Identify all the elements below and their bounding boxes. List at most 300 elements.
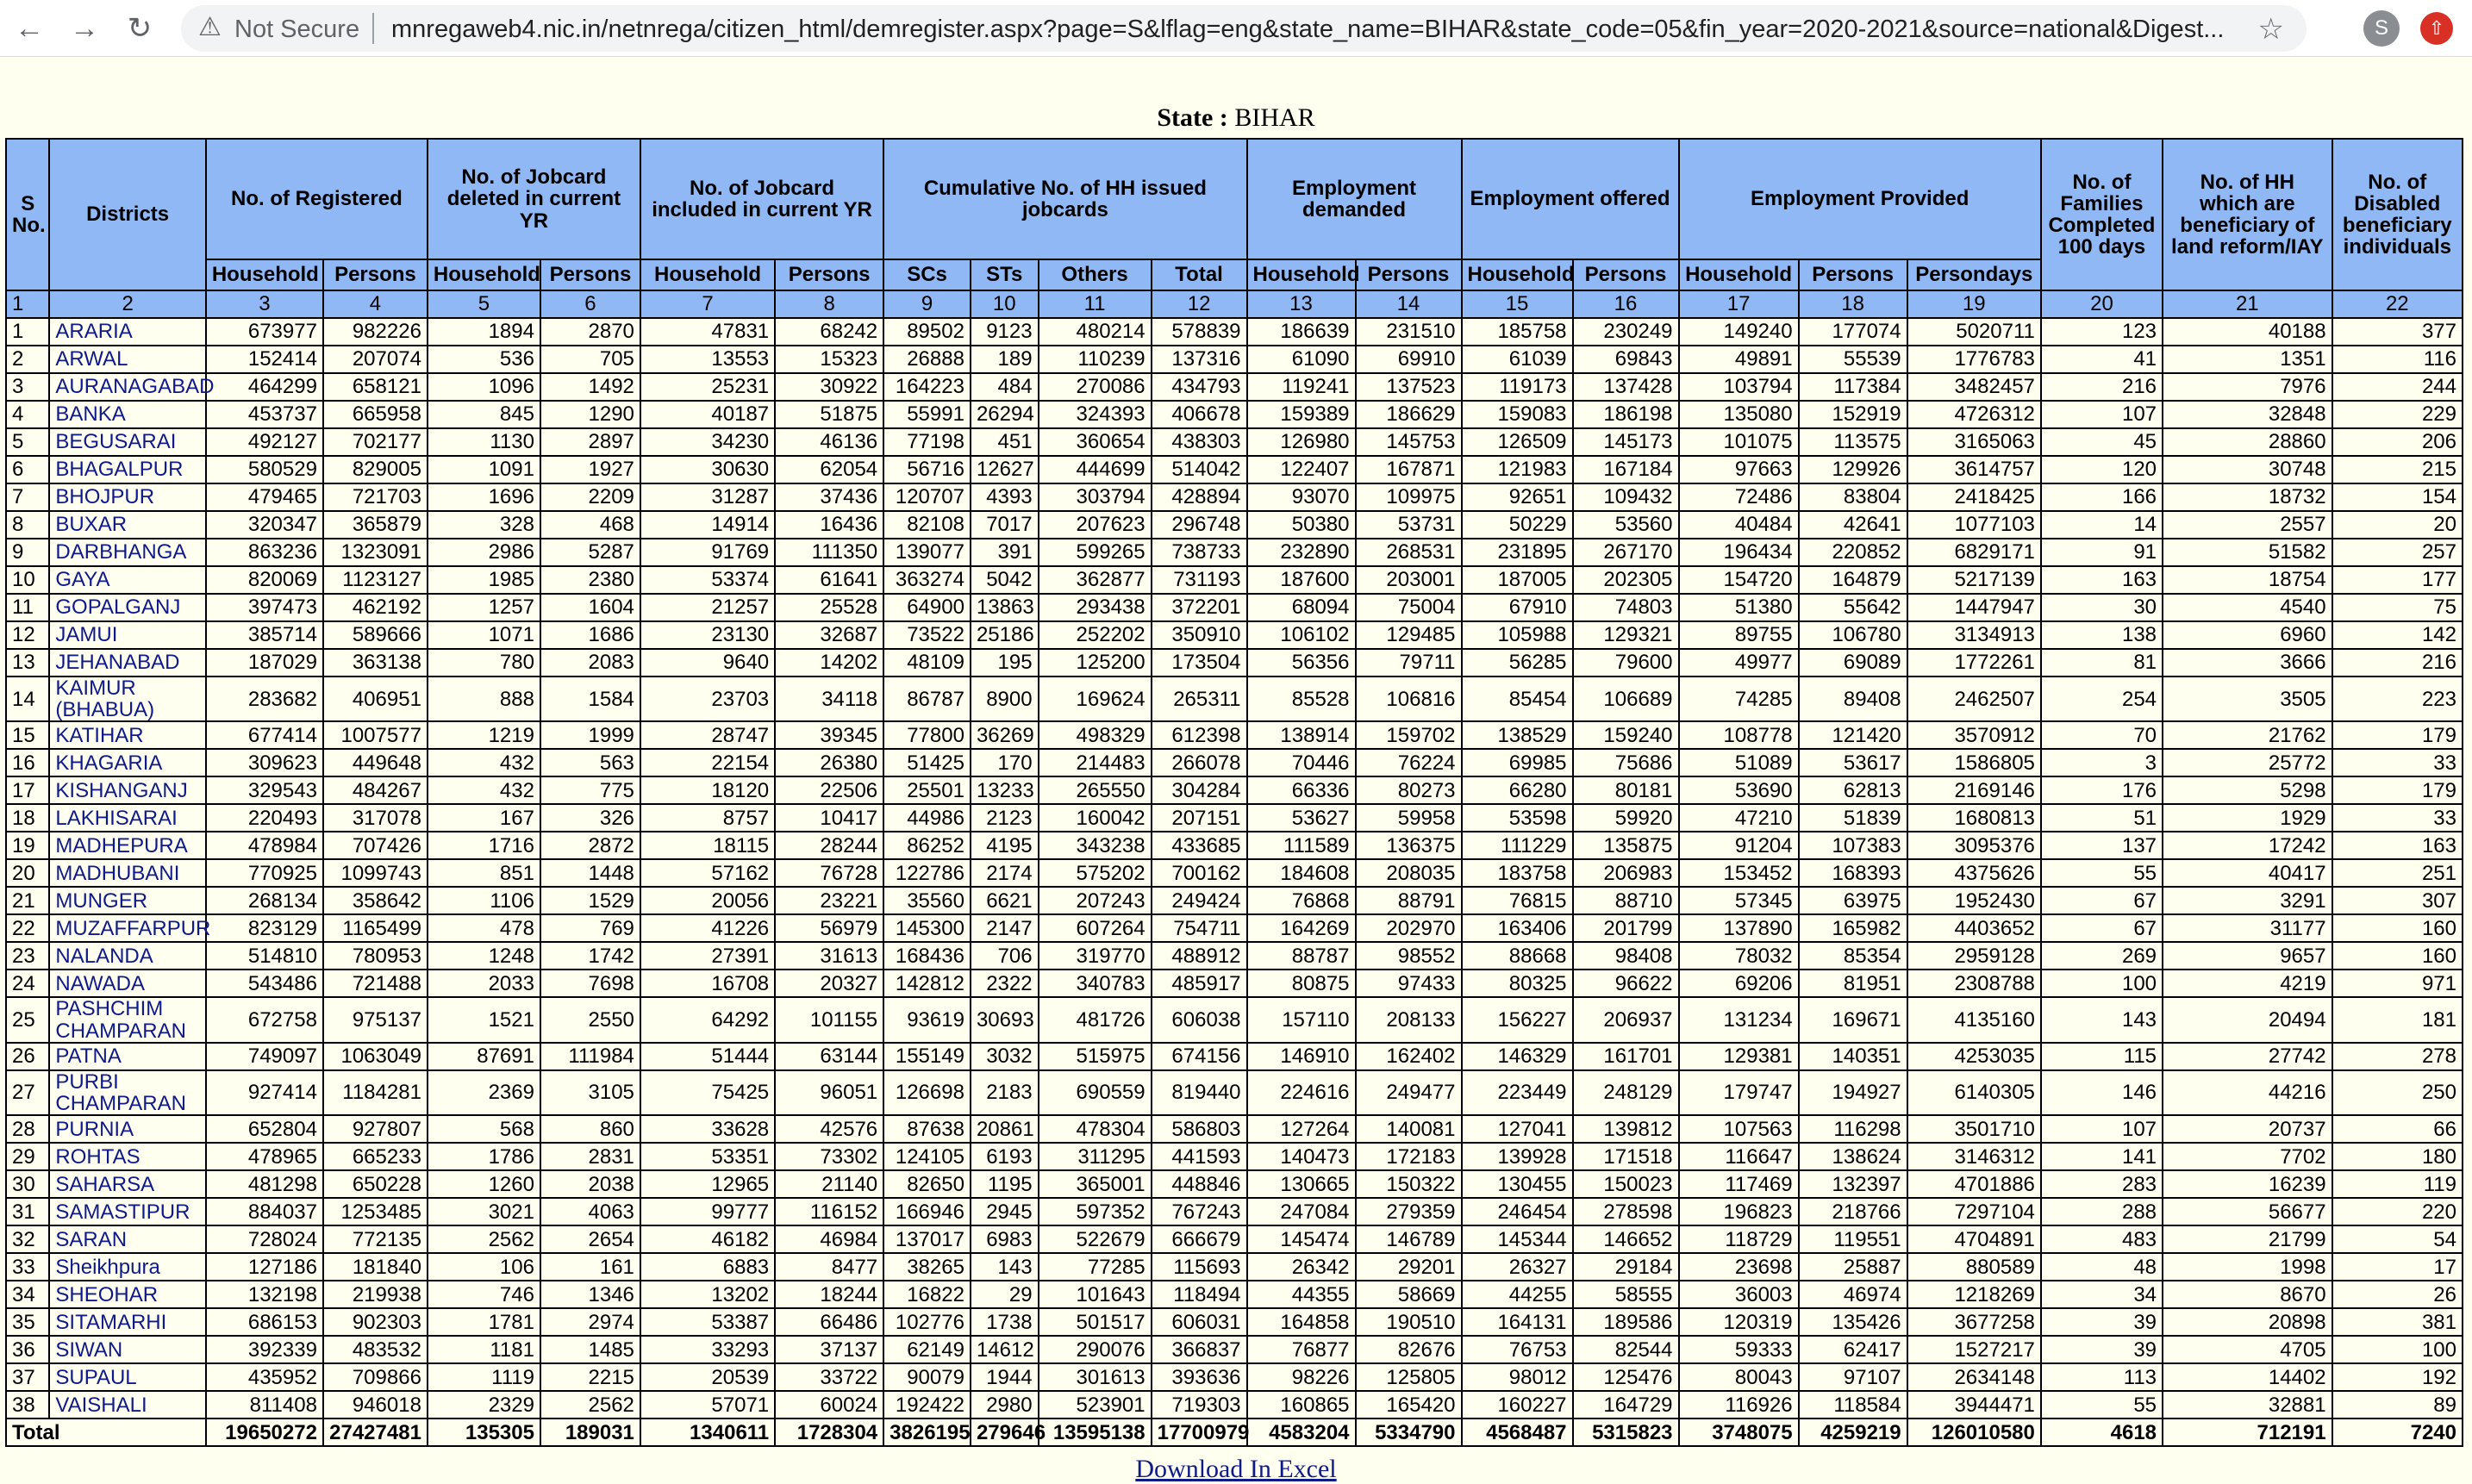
district-link[interactable]: Sheikhpura — [49, 1253, 205, 1281]
table-row — [6, 566, 2463, 594]
value-cell: 1521 — [428, 997, 540, 1042]
subheader-household: Household — [428, 259, 540, 290]
district-link[interactable]: JAMUI — [49, 621, 205, 649]
value-cell: 80181 — [1573, 776, 1679, 804]
value-cell: 268134 — [206, 887, 323, 914]
value-cell: 164858 — [1247, 1308, 1356, 1336]
security-label: Not Secure — [234, 16, 360, 43]
value-cell: 208035 — [1356, 859, 1462, 887]
star-icon[interactable]: ☆ — [2257, 13, 2284, 46]
total-value-cell: 17700979 — [1152, 1419, 1247, 1446]
value-cell: 2322 — [971, 970, 1039, 997]
district-link[interactable]: SIWAN — [49, 1336, 205, 1363]
value-cell: 62813 — [1799, 776, 1907, 804]
value-cell: 1485 — [540, 1336, 640, 1363]
value-cell: 67 — [2041, 914, 2163, 942]
value-cell: 164223 — [883, 373, 971, 401]
value-cell: 1894 — [428, 318, 540, 346]
value-cell: 4195 — [971, 832, 1039, 859]
value-cell: 4704891 — [1907, 1225, 2041, 1253]
value-cell: 146652 — [1573, 1225, 1679, 1253]
district-link[interactable]: MUZAFFARPUR — [49, 914, 205, 942]
value-cell: 53617 — [1799, 749, 1907, 776]
serial-number-cell: 13 — [6, 649, 49, 677]
subheader-persons: Persons — [775, 259, 883, 290]
value-cell: 70 — [2041, 721, 2163, 749]
value-cell: 21762 — [2163, 721, 2332, 749]
reload-icon[interactable]: ↻ — [127, 12, 153, 45]
value-cell: 767243 — [1152, 1198, 1247, 1225]
serial-number-cell: 35 — [6, 1308, 49, 1336]
value-cell: 18754 — [2163, 566, 2332, 594]
value-cell: 32848 — [2163, 401, 2332, 428]
value-cell: 180 — [2332, 1143, 2463, 1170]
serial-number-cell: 8 — [6, 511, 49, 539]
value-cell: 1929 — [2163, 804, 2332, 832]
value-cell: 68242 — [775, 318, 883, 346]
serial-number-cell: 25 — [6, 997, 49, 1042]
value-cell: 37436 — [775, 483, 883, 511]
district-link[interactable]: PURBI CHAMPARAN — [49, 1070, 205, 1115]
value-cell: 59958 — [1356, 804, 1462, 832]
district-link[interactable]: KISHANGANJ — [49, 776, 205, 804]
value-cell: 118494 — [1152, 1281, 1247, 1308]
value-cell: 161701 — [1573, 1043, 1679, 1070]
value-cell: 21257 — [640, 594, 775, 621]
value-cell: 578839 — [1152, 318, 1247, 346]
district-link[interactable]: SITAMARHI — [49, 1308, 205, 1336]
value-cell: 28244 — [775, 832, 883, 859]
district-link[interactable]: LAKHISARAI — [49, 804, 205, 832]
download-excel-link[interactable]: Download In Excel — [1135, 1455, 1337, 1483]
value-cell: 2380 — [540, 566, 640, 594]
value-cell: 1184281 — [323, 1070, 428, 1115]
value-cell: 140081 — [1356, 1115, 1462, 1143]
value-cell: 119173 — [1462, 373, 1573, 401]
value-cell: 8757 — [640, 804, 775, 832]
value-cell: 44986 — [883, 804, 971, 832]
value-cell: 393636 — [1152, 1363, 1247, 1391]
district-link[interactable]: BHAGALPUR — [49, 456, 205, 483]
value-cell: 1063049 — [323, 1043, 428, 1070]
district-link[interactable]: KAIMUR (BHABUA) — [49, 677, 205, 721]
value-cell: 293438 — [1039, 594, 1152, 621]
value-cell: 246454 — [1462, 1198, 1573, 1225]
table-row — [6, 373, 2463, 401]
value-cell: 1346 — [540, 1281, 640, 1308]
value-cell: 59920 — [1573, 804, 1679, 832]
district-link[interactable]: KATIHAR — [49, 721, 205, 749]
value-cell: 195 — [971, 649, 1039, 677]
value-cell: 392339 — [206, 1336, 323, 1363]
subheader-household: Household — [206, 259, 323, 290]
update-icon[interactable]: ⇧ — [2420, 12, 2453, 45]
value-cell: 206983 — [1573, 859, 1679, 887]
value-cell: 706 — [971, 942, 1039, 970]
table-row — [6, 1308, 2463, 1336]
value-cell: 224616 — [1247, 1070, 1356, 1115]
header-land-reform: No. of HH which are beneficiary of land reform/IAY — [2163, 139, 2332, 290]
value-cell: 6829171 — [1907, 539, 2041, 566]
value-cell: 749097 — [206, 1043, 323, 1070]
district-link[interactable]: GOPALGANJ — [49, 594, 205, 621]
value-cell: 2562 — [428, 1225, 540, 1253]
district-link[interactable]: PURNIA — [49, 1115, 205, 1143]
value-cell: 247084 — [1247, 1198, 1356, 1225]
district-link[interactable]: DARBHANGA — [49, 539, 205, 566]
value-cell: 283682 — [206, 677, 323, 721]
value-cell: 22154 — [640, 749, 775, 776]
column-number-cell: 6 — [540, 290, 640, 318]
value-cell: 568 — [428, 1115, 540, 1143]
value-cell: 137 — [2041, 832, 2163, 859]
district-link[interactable]: ROHTAS — [49, 1143, 205, 1170]
value-cell: 606038 — [1152, 997, 1247, 1042]
district-link[interactable]: MADHEPURA — [49, 832, 205, 859]
value-cell: 34230 — [640, 428, 775, 456]
value-cell: 1130 — [428, 428, 540, 456]
district-link[interactable]: SHEOHAR — [49, 1281, 205, 1308]
total-value-cell: 19650272 — [206, 1419, 323, 1446]
value-cell: 154 — [2332, 483, 2463, 511]
total-value-cell: 189031 — [540, 1419, 640, 1446]
value-cell: 120707 — [883, 483, 971, 511]
value-cell: 80325 — [1462, 970, 1573, 997]
value-cell: 365001 — [1039, 1170, 1152, 1198]
value-cell: 686153 — [206, 1308, 323, 1336]
value-cell: 119551 — [1799, 1225, 1907, 1253]
value-cell: 301613 — [1039, 1363, 1152, 1391]
value-cell: 27391 — [640, 942, 775, 970]
table-row — [6, 1391, 2463, 1419]
value-cell: 194927 — [1799, 1070, 1907, 1115]
value-cell: 1290 — [540, 401, 640, 428]
value-cell: 26294 — [971, 401, 1039, 428]
subheader-persondays: Persondays — [1907, 259, 2041, 290]
value-cell: 350910 — [1152, 621, 1247, 649]
value-cell: 218766 — [1799, 1198, 1907, 1225]
value-cell: 8670 — [2163, 1281, 2332, 1308]
value-cell: 107 — [2041, 1115, 2163, 1143]
value-cell: 35560 — [883, 887, 971, 914]
value-cell: 51875 — [775, 401, 883, 428]
value-cell: 123 — [2041, 318, 2163, 346]
district-link[interactable]: GAYA — [49, 566, 205, 594]
value-cell: 1260 — [428, 1170, 540, 1198]
serial-number-cell: 38 — [6, 1391, 49, 1419]
value-cell: 47831 — [640, 318, 775, 346]
value-cell: 3501710 — [1907, 1115, 2041, 1143]
value-cell: 2462507 — [1907, 677, 2041, 721]
value-cell: 89 — [2332, 1391, 2463, 1419]
value-cell: 98552 — [1356, 942, 1462, 970]
value-cell: 101155 — [775, 997, 883, 1042]
value-cell: 3134913 — [1907, 621, 2041, 649]
value-cell: 26380 — [775, 749, 883, 776]
value-cell: 20056 — [640, 887, 775, 914]
value-cell: 20861 — [971, 1115, 1039, 1143]
value-cell: 63144 — [775, 1043, 883, 1070]
value-cell: 116 — [2332, 346, 2463, 373]
table-row — [6, 594, 2463, 621]
value-cell: 4393 — [971, 483, 1039, 511]
value-cell: 16708 — [640, 970, 775, 997]
value-cell: 82544 — [1573, 1336, 1679, 1363]
value-cell: 851 — [428, 859, 540, 887]
value-cell: 16239 — [2163, 1170, 2332, 1198]
value-cell: 5020711 — [1907, 318, 2041, 346]
value-cell: 366837 — [1152, 1336, 1247, 1363]
column-number-cell: 9 — [883, 290, 971, 318]
value-cell: 478 — [428, 914, 540, 942]
value-cell: 61641 — [775, 566, 883, 594]
value-cell: 28860 — [2163, 428, 2332, 456]
value-cell: 150322 — [1356, 1170, 1462, 1198]
district-link[interactable]: BUXAR — [49, 511, 205, 539]
value-cell: 125200 — [1039, 649, 1152, 677]
value-cell: 478984 — [206, 832, 323, 859]
district-link[interactable]: SAMASTIPUR — [49, 1198, 205, 1225]
value-cell: 2831 — [540, 1143, 640, 1170]
value-cell: 66486 — [775, 1308, 883, 1336]
value-cell: 464299 — [206, 373, 323, 401]
value-cell: 309623 — [206, 749, 323, 776]
value-cell: 37137 — [775, 1336, 883, 1363]
value-cell: 145300 — [883, 914, 971, 942]
value-cell: 101643 — [1039, 1281, 1152, 1308]
value-cell: 666679 — [1152, 1225, 1247, 1253]
value-cell: 1165499 — [323, 914, 428, 942]
district-link[interactable]: SAHARSA — [49, 1170, 205, 1198]
value-cell: 48 — [2041, 1253, 2163, 1281]
district-link[interactable]: ARARIA — [49, 318, 205, 346]
state-name: BIHAR — [1234, 103, 1315, 132]
value-cell: 167 — [428, 804, 540, 832]
value-cell: 164269 — [1247, 914, 1356, 942]
value-cell: 3505 — [2163, 677, 2332, 721]
total-value-cell: 13595138 — [1039, 1419, 1152, 1446]
column-number-cell: 4 — [323, 290, 428, 318]
value-cell: 81951 — [1799, 970, 1907, 997]
table-row — [6, 621, 2463, 649]
value-cell: 363138 — [323, 649, 428, 677]
value-cell: 119 — [2332, 1170, 2463, 1198]
value-cell: 69985 — [1462, 749, 1573, 776]
value-cell: 179 — [2332, 776, 2463, 804]
value-cell: 196823 — [1679, 1198, 1799, 1225]
value-cell: 432 — [428, 776, 540, 804]
value-cell: 597352 — [1039, 1198, 1152, 1225]
value-cell: 328 — [428, 511, 540, 539]
value-cell: 60024 — [775, 1391, 883, 1419]
value-cell: 138529 — [1462, 721, 1573, 749]
value-cell: 220852 — [1799, 539, 1907, 566]
value-cell: 674156 — [1152, 1043, 1247, 1070]
value-cell: 268531 — [1356, 539, 1462, 566]
value-cell: 20898 — [2163, 1308, 2332, 1336]
value-cell: 179 — [2332, 721, 2463, 749]
value-cell: 1323091 — [323, 539, 428, 566]
district-link[interactable]: BHOJPUR — [49, 483, 205, 511]
value-cell: 902303 — [323, 1308, 428, 1336]
value-cell: 2174 — [971, 859, 1039, 887]
value-cell: 2872 — [540, 832, 640, 859]
value-cell: 21799 — [2163, 1225, 2332, 1253]
value-cell: 18120 — [640, 776, 775, 804]
value-cell: 107563 — [1679, 1115, 1799, 1143]
value-cell: 109432 — [1573, 483, 1679, 511]
column-number-cell: 7 — [640, 290, 775, 318]
district-link[interactable]: ARWAL — [49, 346, 205, 373]
value-cell: 279359 — [1356, 1198, 1462, 1225]
value-cell: 265550 — [1039, 776, 1152, 804]
value-cell: 53627 — [1247, 804, 1356, 832]
value-cell: 25772 — [2163, 749, 2332, 776]
value-cell: 186639 — [1247, 318, 1356, 346]
value-cell: 481298 — [206, 1170, 323, 1198]
column-number-cell: 20 — [2041, 290, 2163, 318]
district-link[interactable]: AURANAGABAD — [49, 373, 205, 401]
value-cell: 57071 — [640, 1391, 775, 1419]
value-cell: 9640 — [640, 649, 775, 677]
value-cell: 163 — [2332, 832, 2463, 859]
district-link[interactable]: SARAN — [49, 1225, 205, 1253]
value-cell: 515975 — [1039, 1043, 1152, 1070]
value-cell: 1772261 — [1907, 649, 2041, 677]
district-link[interactable]: BEGUSARAI — [49, 428, 205, 456]
value-cell: 1253485 — [323, 1198, 428, 1225]
address-bar[interactable] — [181, 5, 2307, 52]
serial-number-cell: 18 — [6, 804, 49, 832]
value-cell: 39 — [2041, 1308, 2163, 1336]
value-cell: 3482457 — [1907, 373, 2041, 401]
value-cell: 98408 — [1573, 942, 1679, 970]
value-cell: 2945 — [971, 1198, 1039, 1225]
value-cell: 4540 — [2163, 594, 2332, 621]
column-number-cell: 15 — [1462, 290, 1573, 318]
value-cell: 113 — [2041, 1363, 2163, 1391]
value-cell: 113575 — [1799, 428, 1907, 456]
serial-number-cell: 12 — [6, 621, 49, 649]
value-cell: 1248 — [428, 942, 540, 970]
value-cell: 2654 — [540, 1225, 640, 1253]
district-link[interactable]: MADHUBANI — [49, 859, 205, 887]
value-cell: 673977 — [206, 318, 323, 346]
value-cell: 2329 — [428, 1391, 540, 1419]
value-cell: 6193 — [971, 1143, 1039, 1170]
district-link[interactable]: MUNGER — [49, 887, 205, 914]
value-cell: 3032 — [971, 1043, 1039, 1070]
value-cell: 145474 — [1247, 1225, 1356, 1253]
value-cell: 811408 — [206, 1391, 323, 1419]
value-cell: 26888 — [883, 346, 971, 373]
value-cell: 4705 — [2163, 1336, 2332, 1363]
forward-arrow-icon[interactable]: → — [70, 11, 99, 45]
value-cell: 971 — [2332, 970, 2463, 997]
value-cell: 5042 — [971, 566, 1039, 594]
value-cell: 152414 — [206, 346, 323, 373]
value-cell: 36269 — [971, 721, 1039, 749]
serial-number-cell: 22 — [6, 914, 49, 942]
browser-toolbar — [0, 0, 2472, 57]
value-cell: 135426 — [1799, 1308, 1907, 1336]
value-cell: 326 — [540, 804, 640, 832]
value-cell: 186629 — [1356, 401, 1462, 428]
value-cell: 76868 — [1247, 887, 1356, 914]
value-cell: 143 — [971, 1253, 1039, 1281]
district-link[interactable]: NALANDA — [49, 942, 205, 970]
value-cell: 728024 — [206, 1225, 323, 1253]
value-cell: 481726 — [1039, 997, 1152, 1042]
district-link[interactable]: PASHCHIM CHAMPARAN — [49, 997, 205, 1042]
value-cell: 79600 — [1573, 649, 1679, 677]
total-row — [6, 1419, 2463, 1446]
value-cell: 3 — [2041, 749, 2163, 776]
district-link[interactable]: SUPAUL — [49, 1363, 205, 1391]
value-cell: 33 — [2332, 749, 2463, 776]
value-cell: 2974 — [540, 1308, 640, 1336]
value-cell: 1181 — [428, 1336, 540, 1363]
subheader-persons: Persons — [540, 259, 640, 290]
value-cell: 115693 — [1152, 1253, 1247, 1281]
back-arrow-icon[interactable]: ← — [15, 11, 44, 45]
value-cell: 223449 — [1462, 1070, 1573, 1115]
value-cell: 56716 — [883, 456, 971, 483]
value-cell: 819440 — [1152, 1070, 1247, 1115]
serial-number-cell: 7 — [6, 483, 49, 511]
value-cell: 75 — [2332, 594, 2463, 621]
column-number-cell: 16 — [1573, 290, 1679, 318]
value-cell: 1096 — [428, 373, 540, 401]
value-cell: 880589 — [1907, 1253, 2041, 1281]
value-cell: 110239 — [1039, 346, 1152, 373]
value-cell: 772135 — [323, 1225, 428, 1253]
district-link[interactable]: VAISHALI — [49, 1391, 205, 1419]
column-number-cell: 10 — [971, 290, 1039, 318]
profile-avatar[interactable]: S — [2363, 10, 2400, 47]
total-value-cell: 5315823 — [1573, 1419, 1679, 1446]
value-cell: 152919 — [1799, 401, 1907, 428]
value-cell: 76815 — [1462, 887, 1573, 914]
column-number-cell: 12 — [1152, 290, 1247, 318]
value-cell: 88710 — [1573, 887, 1679, 914]
subheader-persons: Persons — [323, 259, 428, 290]
district-link[interactable]: NAWADA — [49, 970, 205, 997]
serial-number-cell: 14 — [6, 677, 49, 721]
value-cell: 111984 — [540, 1043, 640, 1070]
value-cell: 3105 — [540, 1070, 640, 1115]
value-cell: 48109 — [883, 649, 971, 677]
value-cell: 132397 — [1799, 1170, 1907, 1198]
value-cell: 1716 — [428, 832, 540, 859]
value-cell: 120319 — [1679, 1308, 1799, 1336]
value-cell: 453737 — [206, 401, 323, 428]
value-cell: 75004 — [1356, 594, 1462, 621]
value-cell: 74285 — [1679, 677, 1799, 721]
value-cell: 25887 — [1799, 1253, 1907, 1281]
value-cell: 162402 — [1356, 1043, 1462, 1070]
url-text[interactable]: mnregaweb4.nic.in/netnrega/citizen_html/demregister.aspx?page=S&lflag=eng&state_name=BIHAR&state_code=05&fin_year=2020-2021&source=national&Digest... — [391, 16, 2225, 43]
district-link[interactable]: JEHANABAD — [49, 649, 205, 677]
value-cell: 106780 — [1799, 621, 1907, 649]
subheader-persons: Persons — [1799, 259, 1907, 290]
district-link[interactable]: BANKA — [49, 401, 205, 428]
value-cell: 80043 — [1679, 1363, 1799, 1391]
district-link[interactable]: KHAGARIA — [49, 749, 205, 776]
district-link[interactable]: PATNA — [49, 1043, 205, 1070]
value-cell: 607264 — [1039, 914, 1152, 942]
value-cell: 31613 — [775, 942, 883, 970]
